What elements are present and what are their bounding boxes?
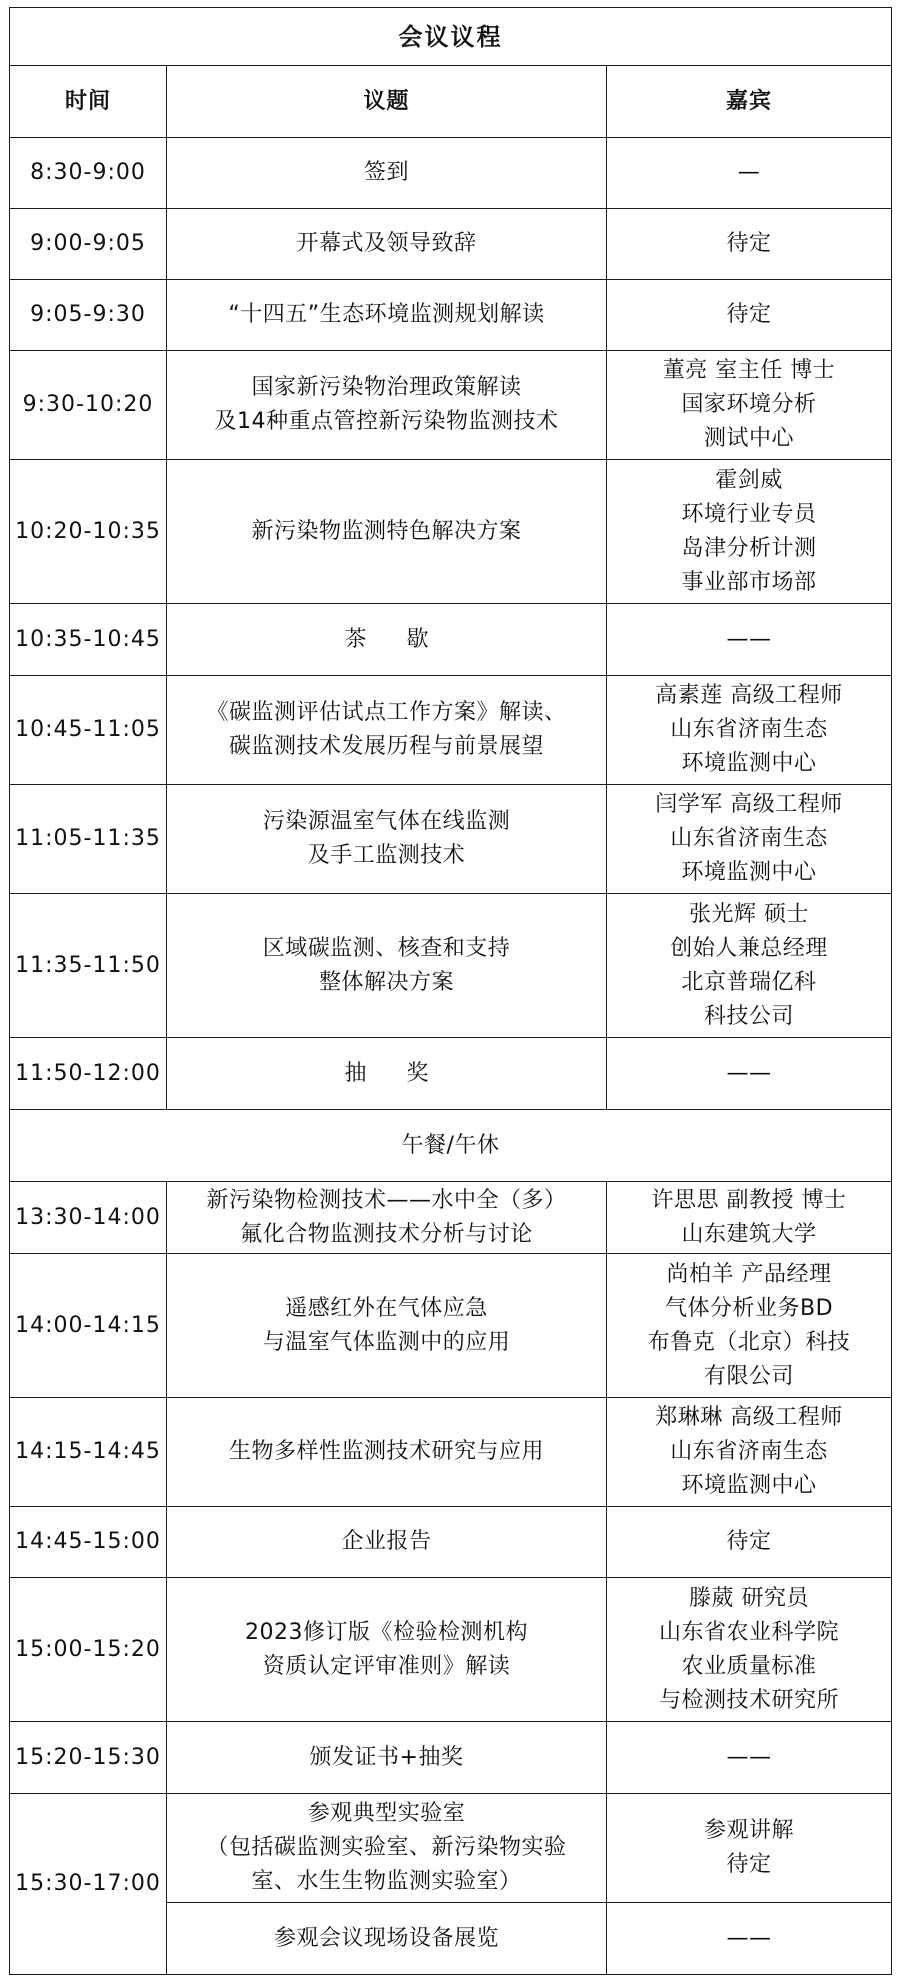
guest-line: 张光辉 硕士 — [689, 901, 810, 927]
topic-line: 茶歇 — [344, 626, 469, 652]
guest-line: 环境监测中心 — [681, 751, 817, 776]
guest-cell — [607, 1722, 892, 1794]
guest-cell — [607, 894, 892, 1038]
topic-line: 及手工监测技术 — [307, 843, 466, 868]
topic-line: 与温室气体监测中的应用 — [262, 1329, 511, 1355]
topic-line: 碳监测技术发展历程与前景展望 — [228, 734, 544, 759]
topic-line: “十四五”生态环境监测规划解读 — [228, 302, 545, 327]
guest-cell — [607, 1182, 892, 1254]
guest-cell — [607, 1398, 892, 1507]
guest-line: 环境监测中心 — [681, 1473, 817, 1498]
guest-line: 科技公司 — [704, 1003, 795, 1029]
topic-line: 整体解决方案 — [318, 969, 454, 995]
time-cell: 15:30-17:00 — [10, 1794, 167, 1975]
guest-cell — [607, 1794, 892, 1903]
guest-line: —— — [726, 626, 772, 652]
time-cell: 10:20-10:35 — [10, 460, 167, 604]
guest-line: 与检测技术研究所 — [659, 1687, 840, 1713]
time-cell: 11:05-11:35 — [10, 785, 167, 894]
topic-cell — [167, 1794, 607, 1903]
topic-line: 生物多样性监测技术研究与应用 — [228, 1439, 544, 1464]
guest-cell — [607, 1507, 892, 1578]
time-cell: 14:45-15:00 — [10, 1507, 167, 1578]
guest-cell — [607, 280, 892, 351]
time-cell: 11:35-11:50 — [10, 894, 167, 1038]
topic-line: 2023修订版《检验检测机构 — [245, 1619, 528, 1645]
time-cell: 10:45-11:05 — [10, 676, 167, 785]
header-guest: 嘉宾 — [607, 66, 892, 138]
guest-line: 待定 — [726, 1529, 772, 1554]
guest-line: 布鲁克（北京）科技 — [647, 1329, 851, 1355]
topic-line: 颁发证书+抽奖 — [309, 1744, 464, 1770]
guest-line: 有限公司 — [704, 1363, 795, 1389]
time-cell: 9:00-9:05 — [10, 209, 167, 280]
topic-cell — [167, 676, 607, 785]
guest-cell — [607, 1254, 892, 1398]
topic-line: 国家新污染物治理政策解读 — [251, 375, 522, 400]
agenda-title: 会议议程 — [10, 8, 892, 66]
time-cell: 8:30-9:00 — [10, 138, 167, 209]
topic-cell — [167, 1507, 607, 1578]
topic-cell — [167, 280, 607, 351]
topic-cell — [167, 209, 607, 280]
guest-line: 待定 — [726, 1852, 772, 1877]
topic-line: 参观典型实验室 — [307, 1801, 466, 1826]
time-cell: 10:35-10:45 — [10, 604, 167, 676]
topic-cell — [167, 604, 607, 676]
topic-line: 室、水生生物监测实验室） — [251, 1869, 522, 1894]
guest-cell — [607, 351, 892, 460]
guest-line: — — [737, 160, 761, 185]
topic-line: 签到 — [363, 160, 409, 185]
topic-line: 《碳监测评估试点工作方案》解读、 — [206, 700, 567, 725]
guest-line: —— — [726, 1060, 772, 1086]
guest-line: 创始人兼总经理 — [670, 935, 828, 961]
guest-line: 测试中心 — [704, 426, 795, 451]
guest-line: 山东省农业科学院 — [659, 1619, 840, 1645]
guest-line: 尚柏羊 产品经理 — [666, 1261, 832, 1287]
topic-cell — [167, 1903, 607, 1975]
lunch-break-row: 午餐/午休 — [10, 1110, 892, 1182]
time-cell: 9:30-10:20 — [10, 351, 167, 460]
topic-cell — [167, 1578, 607, 1722]
topic-line: 参观会议现场设备展览 — [273, 1925, 499, 1951]
guest-cell — [607, 1903, 892, 1975]
topic-cell — [167, 894, 607, 1038]
topic-cell — [167, 1398, 607, 1507]
guest-line: 事业部市场部 — [681, 569, 817, 595]
topic-cell — [167, 351, 607, 460]
guest-cell — [607, 209, 892, 280]
guest-line: —— — [726, 1744, 772, 1770]
topic-cell — [167, 1722, 607, 1794]
topic-line: 新污染物检测技术——水中全（多） — [206, 1187, 567, 1213]
guest-line: 山东省济南生态 — [670, 717, 828, 742]
guest-line: 郑琳琳 高级工程师 — [655, 1405, 843, 1430]
guest-cell — [607, 604, 892, 676]
topic-cell — [167, 1182, 607, 1254]
topic-cell — [167, 460, 607, 604]
agenda-table — [9, 7, 892, 1975]
guest-line: 霍剑威 — [715, 467, 783, 493]
guest-line: 国家环境分析 — [681, 392, 817, 417]
topic-cell — [167, 1038, 607, 1110]
topic-line: （包括碳监测实验室、新污染物实验 — [206, 1835, 567, 1860]
guest-cell — [607, 676, 892, 785]
guest-line: 气体分析业务BD — [664, 1295, 834, 1321]
guest-line: 环境监测中心 — [681, 860, 817, 885]
topic-line: 污染源温室气体在线监测 — [262, 809, 511, 834]
topic-line: 新污染物监测特色解决方案 — [251, 518, 522, 544]
guest-line: 许思思 副教授 博士 — [651, 1187, 847, 1213]
guest-cell — [607, 1038, 892, 1110]
guest-line: 农业质量标准 — [681, 1653, 817, 1679]
guest-line: 岛津分析计测 — [681, 535, 817, 561]
guest-line: 山东省济南生态 — [670, 826, 828, 851]
topic-cell — [167, 785, 607, 894]
header-topic: 议题 — [167, 66, 607, 138]
topic-line: 区域碳监测、核查和支持 — [262, 935, 511, 961]
guest-line: 滕葳 研究员 — [689, 1585, 810, 1611]
time-cell: 13:30-14:00 — [10, 1182, 167, 1254]
time-cell: 15:20-15:30 — [10, 1722, 167, 1794]
guest-line: 山东建筑大学 — [681, 1221, 817, 1247]
guest-line: 环境行业专员 — [681, 501, 817, 527]
guest-cell — [607, 785, 892, 894]
topic-line: 抽奖 — [344, 1060, 469, 1086]
topic-line: 氟化合物监测技术分析与讨论 — [240, 1221, 533, 1247]
guest-line: 待定 — [726, 231, 772, 256]
guest-line: 北京普瑞亿科 — [681, 969, 817, 995]
guest-line: —— — [726, 1925, 772, 1951]
guest-line: 待定 — [726, 302, 772, 327]
topic-line: 资质认定评审准则》解读 — [262, 1653, 511, 1679]
time-cell: 15:00-15:20 — [10, 1578, 167, 1722]
topic-line: 开幕式及领导致辞 — [296, 231, 477, 256]
topic-cell — [167, 1254, 607, 1398]
time-cell: 9:05-9:30 — [10, 280, 167, 351]
time-cell: 14:15-14:45 — [10, 1398, 167, 1507]
guest-line: 董亮 室主任 博士 — [662, 358, 836, 383]
guest-cell — [607, 460, 892, 604]
guest-cell — [607, 138, 892, 209]
topic-line: 企业报告 — [341, 1529, 432, 1554]
guest-line: 山东省济南生态 — [670, 1439, 828, 1464]
time-cell: 11:50-12:00 — [10, 1038, 167, 1110]
topic-cell — [167, 138, 607, 209]
topic-line: 遥感红外在气体应急 — [285, 1295, 488, 1321]
guest-line: 闫学军 高级工程师 — [655, 792, 843, 817]
time-cell: 14:00-14:15 — [10, 1254, 167, 1398]
topic-line: 及14种重点管控新污染物监测技术 — [214, 409, 559, 434]
header-time: 时间 — [10, 66, 167, 138]
guest-cell — [607, 1578, 892, 1722]
guest-line: 参观讲解 — [704, 1818, 795, 1843]
guest-line: 高素莲 高级工程师 — [655, 683, 843, 708]
